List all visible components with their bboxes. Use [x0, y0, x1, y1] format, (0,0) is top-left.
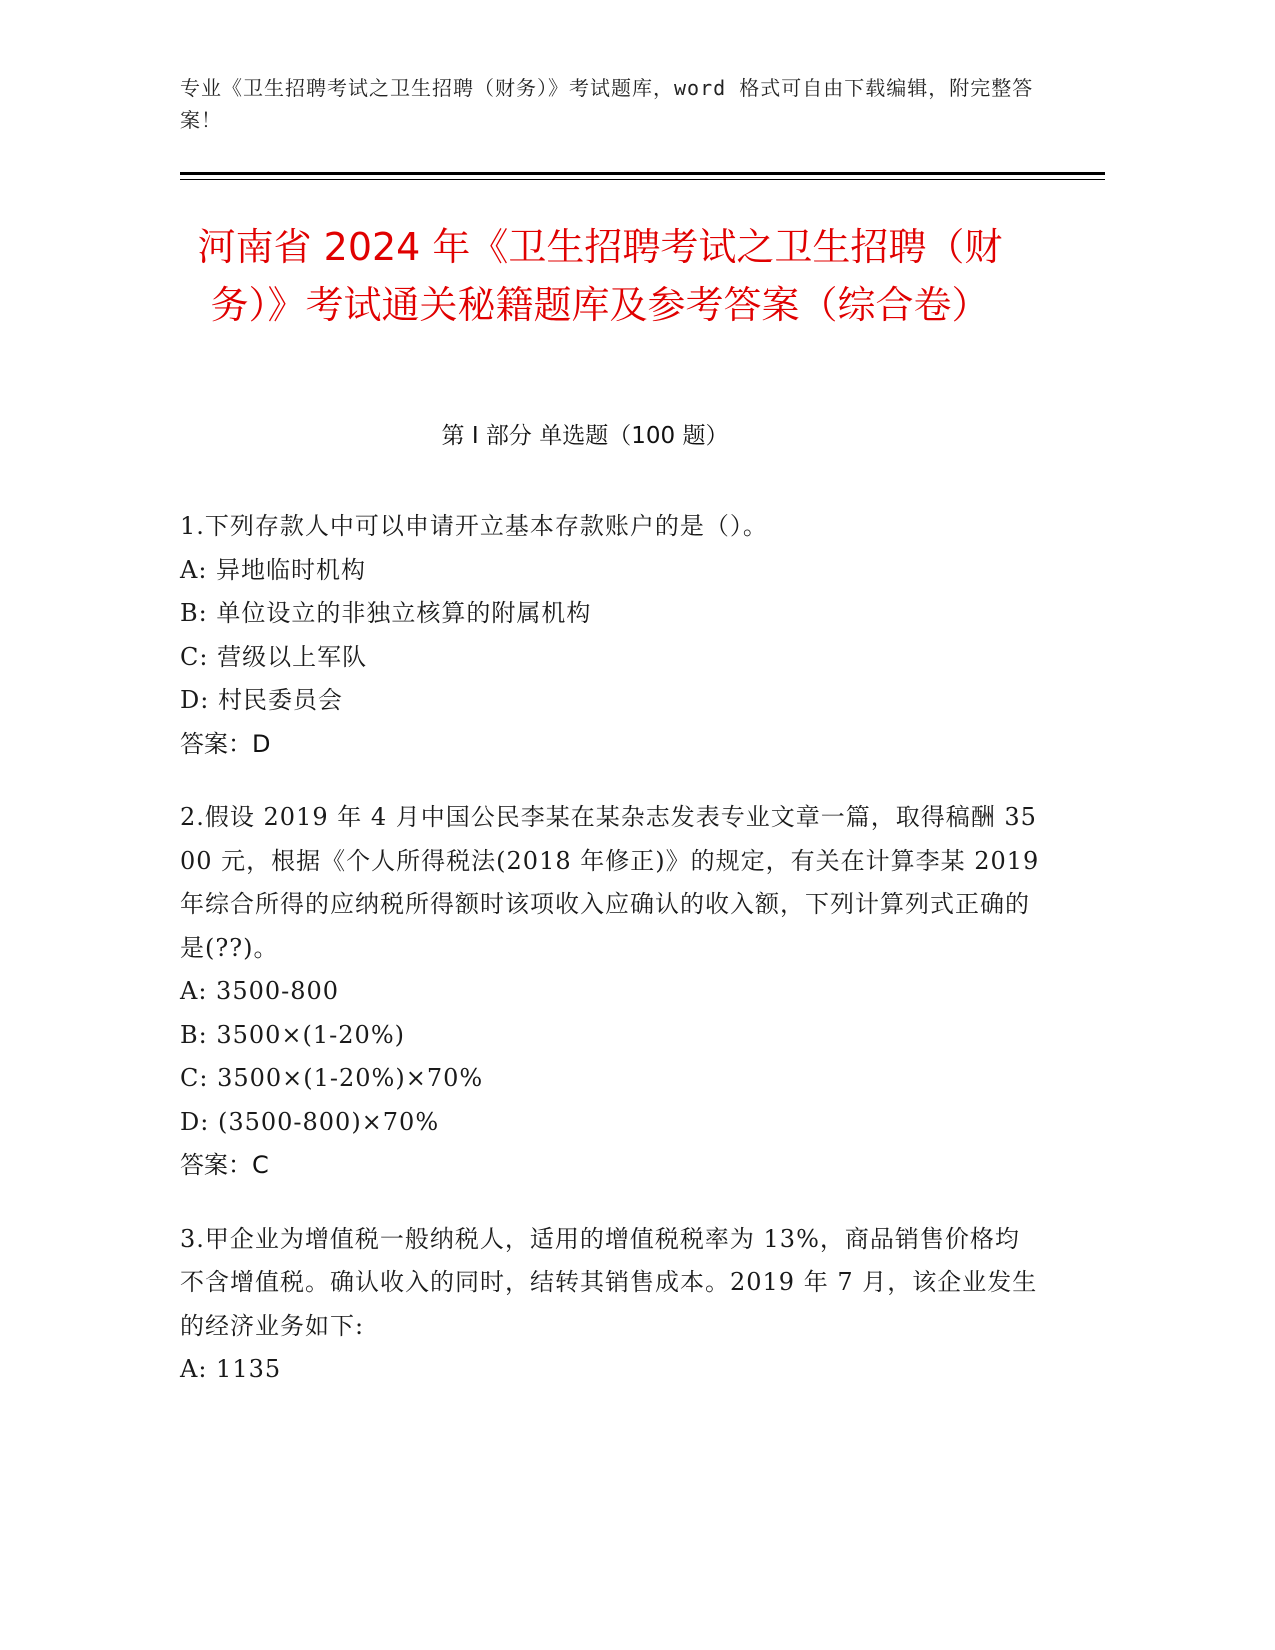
- question-1: [180, 505, 1040, 766]
- option-c: C: 3500×(1-20%)×70%: [180, 1064, 484, 1092]
- question-stem: 2.假设 2019 年 4 月中国公民李某在某杂志发表专业文章一篇，取得稿酬 3500 元，根据《个人所得税法(2018 年修正)》的规定，有关在计算李某 2019 年综合所得的应纳税所得额时该项收入应确认的收入额，下列计算列式正确的是(??)。: [180, 803, 1040, 962]
- header-divider-thick: [180, 172, 1105, 175]
- option-a: A: 异地临时机构: [180, 555, 367, 584]
- option-b: B: 3500×(1-20%): [180, 1020, 405, 1049]
- answer: 答案：D: [180, 729, 271, 758]
- option-d: D: (3500-800)×70%: [180, 1107, 440, 1136]
- question-2: [180, 796, 1040, 1188]
- question-stem: 3.甲企业为增值税一般纳税人，适用的增值税税率为 13%，商品销售价格均不含增值税。确认收入的同时，结转其销售成本。2019 年 7 月，该企业发生的经济业务如下:: [180, 1224, 1038, 1340]
- answer: 答案：C: [180, 1151, 269, 1179]
- section-title: 第 I 部分 单选题（100 题）: [441, 423, 729, 449]
- document-title: 河南省 2024 年《卫生招聘考试之卫生招聘（财务）》考试通关秘籍题库及参考答案（综合卷）: [197, 225, 1003, 327]
- question-list: [180, 505, 1040, 1422]
- option-b: B: 单位设立的非独立核算的附属机构: [180, 599, 592, 627]
- option-a: A: 3500-800: [180, 977, 340, 1005]
- header-note: 专业《卫生招聘考试之卫生招聘（财务）》考试题库，word 格式可自由下载编辑，附完整答案！: [180, 76, 1034, 132]
- option-a: A: 1135: [180, 1355, 282, 1383]
- option-c: C: 营级以上军队: [180, 642, 368, 671]
- header-divider-thin: [180, 179, 1105, 180]
- question-stem: 1.下列存款人中可以申请开立基本存款账户的是（）。: [180, 512, 768, 540]
- option-d: D: 村民委员会: [180, 686, 343, 714]
- question-3: [180, 1218, 1040, 1392]
